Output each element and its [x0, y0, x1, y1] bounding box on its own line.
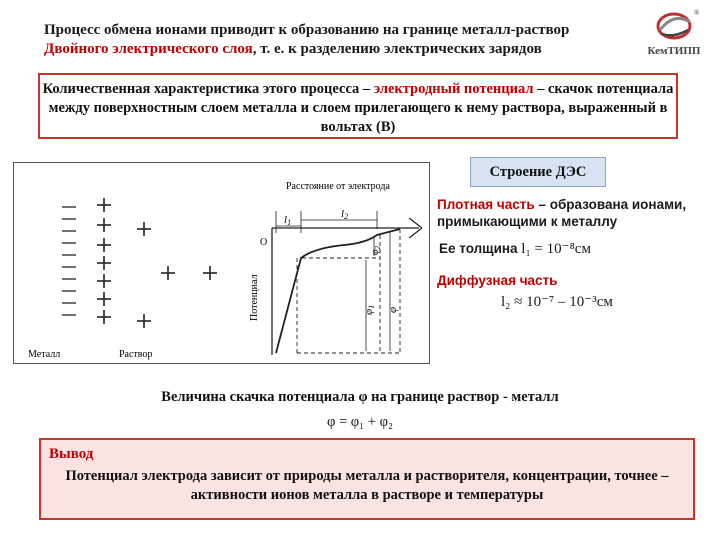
definition-part2: – скачок потенциала между поверхностным слоем металла и слоем прилегающего к нему раствора, выраженный в вольтах (В) [48, 81, 674, 135]
l1-label: l1 [284, 214, 292, 227]
distance-label: Расстояние от электрода [286, 181, 390, 192]
conclusion-title: Вывод [49, 446, 94, 462]
header-line-1: Процесс обмена ионами приводит к образованию на границе металл-раствор [44, 22, 570, 38]
metal-minus-signs [62, 207, 76, 315]
potential-graph [249, 181, 422, 355]
dl-diagram [13, 162, 430, 364]
logo-text: КемТИПП [647, 45, 701, 57]
diffuse-plus-signs [137, 222, 217, 328]
potential-axis-label: Потенциал [249, 274, 260, 321]
diffuse-formula: l₂ ≈ 10⁻⁷ – 10⁻³см [501, 294, 613, 310]
dense-plus-signs [97, 198, 111, 324]
definition-term: электродный потенциал [373, 81, 534, 97]
l2-label: l2 [341, 208, 349, 221]
phi2-label: $\varphi_2$ [370, 245, 382, 255]
logo-registered: ® [694, 9, 700, 17]
phi-label: φ [387, 306, 399, 313]
thickness-label: Ее толщина [439, 241, 522, 256]
dense-part-description [437, 196, 686, 230]
jump-text: Величина скачка потенциала φ на границе раствор - металл [161, 389, 559, 405]
dense-line2: примыкающими к металлу [437, 214, 618, 229]
logo-emblem [658, 14, 690, 38]
solution-label: Раствор [119, 349, 153, 360]
dense-rest: – образована ионами, [534, 197, 687, 212]
definition-part1: Количественная характеристика этого процесса – [42, 81, 374, 97]
conclusion-text: Потенциал электрода зависит от природы металла и растворителя, концентрации, точнее – активности ионов металла в растворе и температуры [65, 468, 669, 503]
definition-box [38, 73, 678, 139]
header-line-2-rest: , т. е. к разделению электрических зарядов [252, 41, 542, 57]
origin-label: O [260, 237, 268, 248]
dense-title: Плотная часть [437, 197, 535, 212]
diffuse-title: Диффузная часть [437, 273, 558, 288]
thickness-line [439, 239, 591, 258]
header-term-dl: Двойного электрического слоя [44, 41, 253, 57]
kemtipp-logo [634, 8, 714, 60]
jump-formula: φ = φ₁ + φ₂ [326, 414, 394, 430]
conclusion-box [39, 438, 695, 520]
structure-label: Строение ДЭС [470, 157, 606, 187]
metal-label: Металл [28, 349, 61, 360]
thickness-formula: l₁ = 10⁻⁸см [521, 241, 591, 257]
header-line-2 [44, 41, 542, 58]
phi1-label: φ1 [363, 304, 376, 315]
